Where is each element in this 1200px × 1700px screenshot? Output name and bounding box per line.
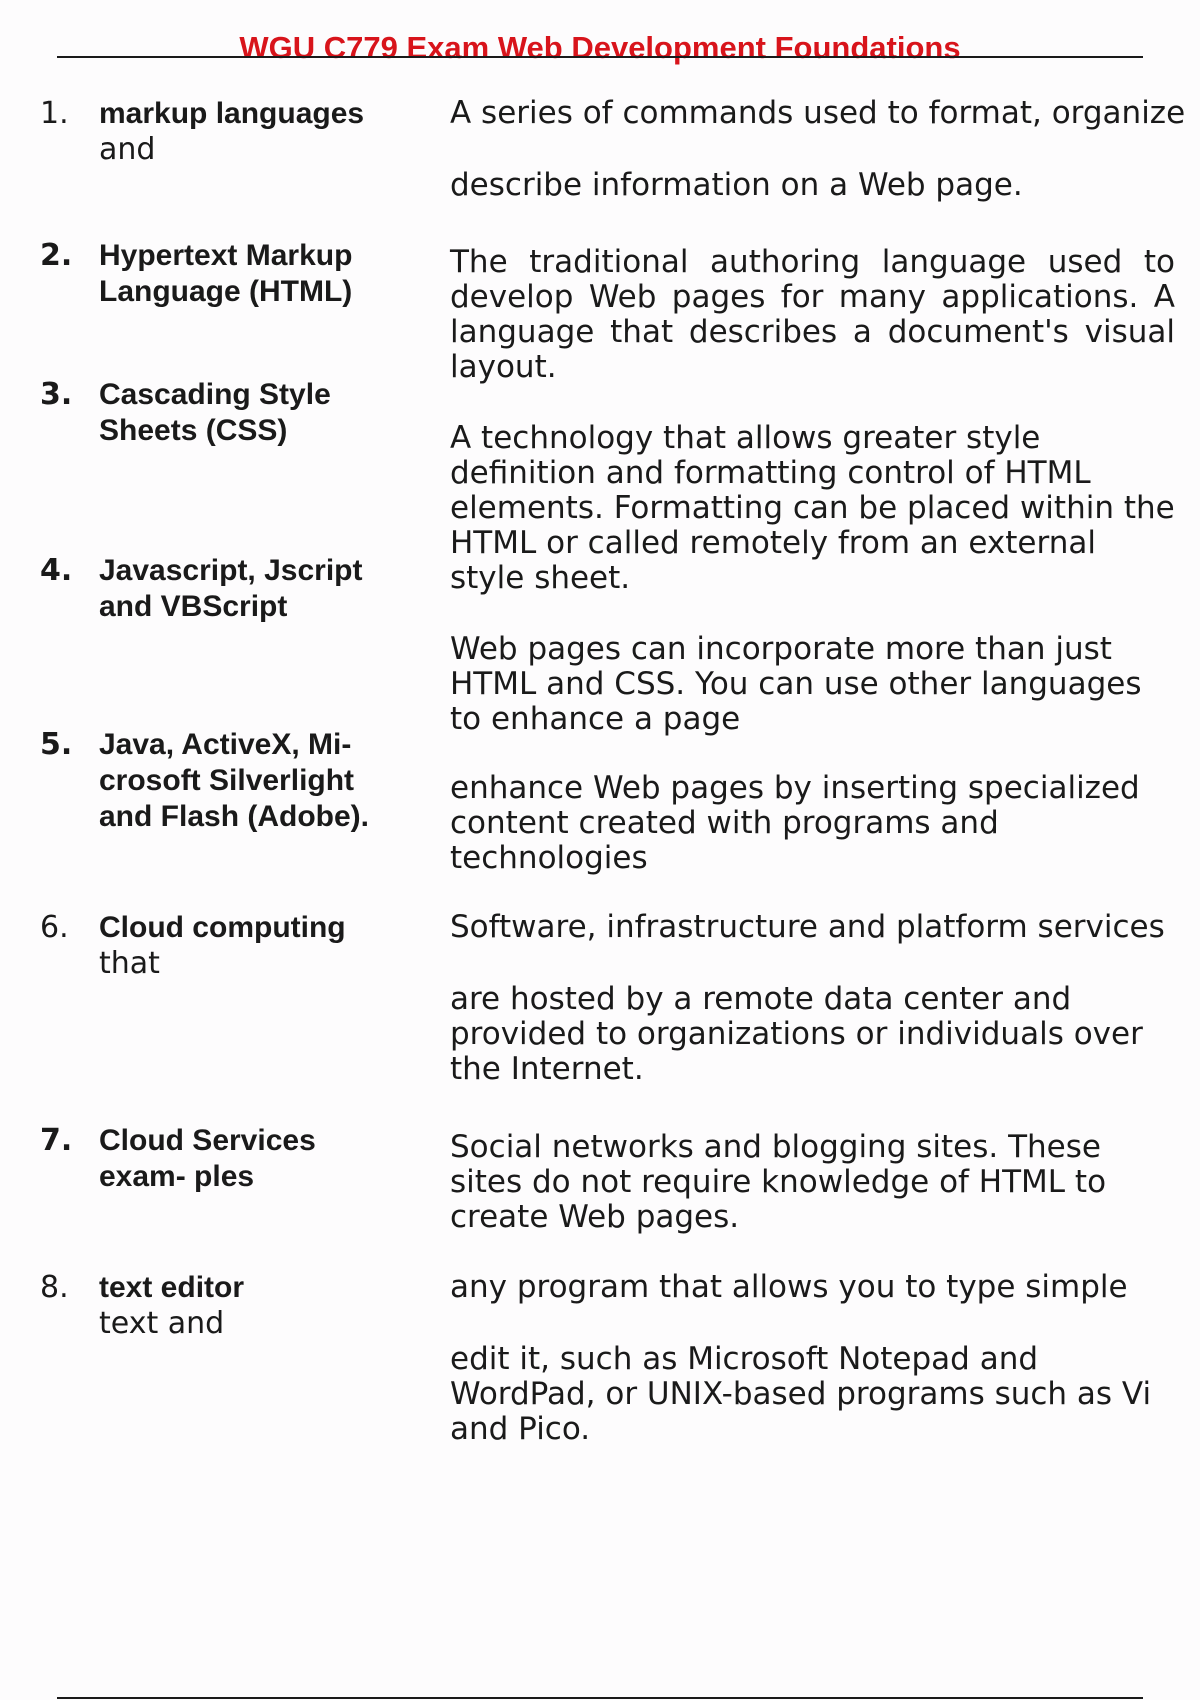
entry-term: Cascading Style Sheets (CSS) xyxy=(99,378,331,447)
entry-term: Java, ActiveX, Mi- crosoft Silverlight and Flash (Adobe). xyxy=(99,728,369,833)
entry-definition: A technology that allows greater style definition and formatting control of HTML elements. Formatting can be placed within the HTML or called remotely from an external style sheet. xyxy=(450,420,1175,596)
entry-term-continuation: and xyxy=(99,132,156,167)
footer-rule xyxy=(57,1697,1143,1699)
entry-definition-continuation: are hosted by a remote data center and provided to organizations or individuals over the Internet. xyxy=(450,981,1143,1087)
entry-term: Cloud Services exam- ples xyxy=(99,1124,316,1193)
entry-number: 5. xyxy=(40,727,73,762)
entry-term: Javascript, Jscript and VBScript xyxy=(99,554,363,623)
entry-definition-continuation: edit it, such as Microsoft Notepad and WordPad, or UNIX-based programs such as Vi and Pico. xyxy=(450,1341,1152,1447)
entry-definition: The traditional authoring language used to develop Web pages for many applications. A language that describes a document's visual layout. xyxy=(450,244,1175,385)
entry-term: markup languages xyxy=(99,97,365,130)
entry-number: 8. xyxy=(40,1270,69,1305)
entry-definition: enhance Web pages by inserting specialized content created with programs and technologies xyxy=(450,770,1140,876)
entry-term-continuation: text and xyxy=(99,1306,225,1341)
page-title: WGU C779 Exam Web Development Foundations xyxy=(239,30,961,65)
entry-number: 4. xyxy=(40,553,73,588)
entry-term: Cloud computing xyxy=(99,911,346,944)
entry-definition: any program that allows you to type simple xyxy=(450,1269,1128,1305)
title-underline xyxy=(57,56,1143,58)
entry-term-continuation: that xyxy=(99,946,160,981)
entry-number: 1. xyxy=(40,96,69,131)
entry-definition: Web pages can incorporate more than just HTML and CSS. You can use other languages to enhance a page xyxy=(450,631,1142,737)
entry-number: 6. xyxy=(40,910,69,945)
entry-definition: A series of commands used to format, organize xyxy=(450,95,1186,131)
entry-definition: Software, infrastructure and platform services xyxy=(450,909,1165,945)
entry-number: 2. xyxy=(40,238,73,273)
entry-number: 7. xyxy=(40,1123,73,1158)
entry-term: text editor xyxy=(99,1271,245,1304)
entry-definition: Social networks and blogging sites. These sites do not require knowledge of HTML to create Web pages. xyxy=(450,1129,1107,1235)
entry-term: Hypertext Markup Language (HTML) xyxy=(99,239,353,308)
entry-number: 3. xyxy=(40,377,73,412)
entry-definition-continuation: describe information on a Web page. xyxy=(450,167,1023,203)
